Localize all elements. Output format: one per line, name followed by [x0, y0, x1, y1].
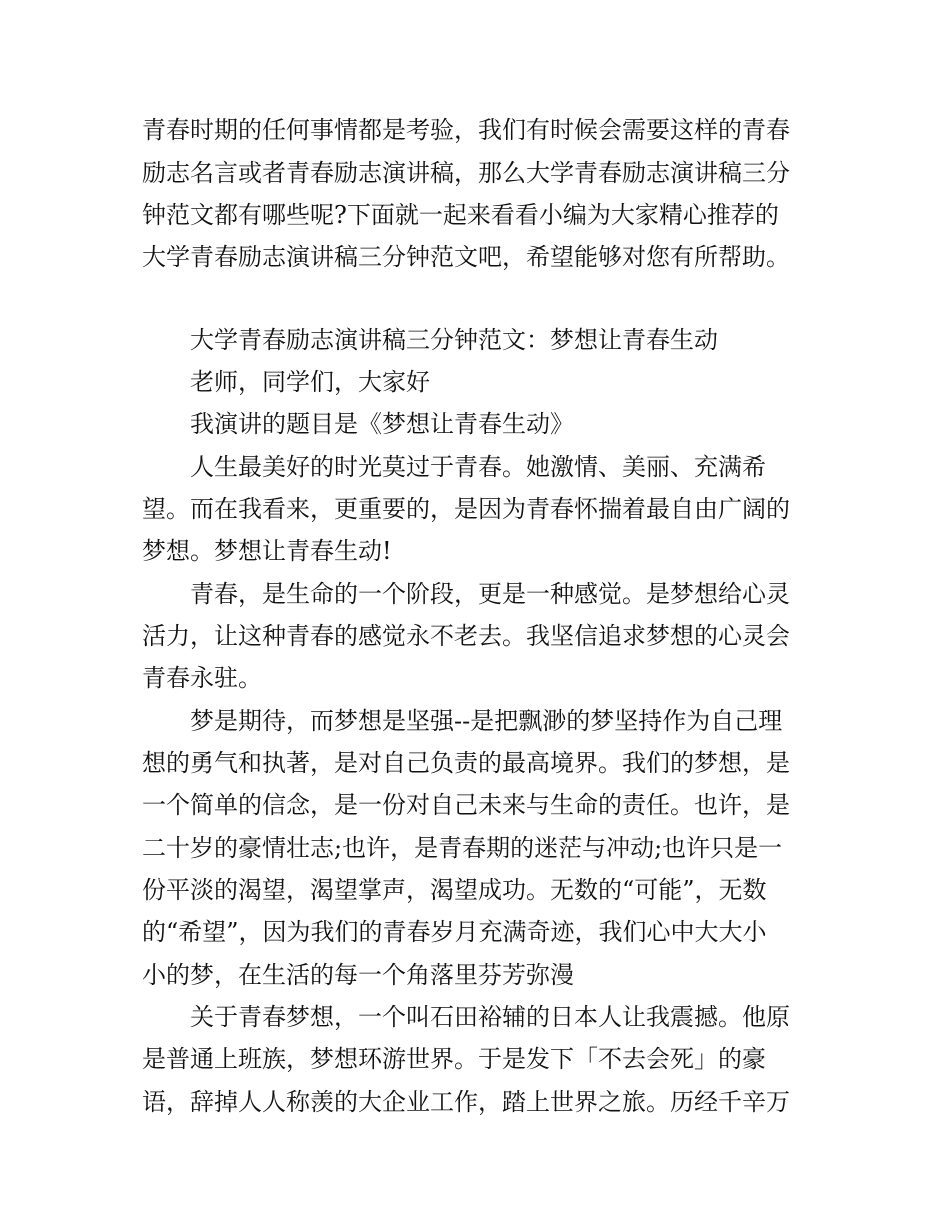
- text-line: 青春时期的任何事情都是考验，我们有时候会需要这样的青春: [142, 116, 790, 144]
- text-line: 青春，是生命的一个阶段，更是一种感觉。是梦想给心灵: [190, 580, 790, 608]
- text-line: 语，辞掉人人称羡的大企业工作，踏上世界之旅。历经千辛万: [142, 1088, 790, 1116]
- text-line: 份平淡的渴望，渴望掌声，渴望成功。无数的“可能”，无数: [142, 876, 767, 904]
- text-line: 大学青春励志演讲稿三分钟范文吧，希望能够对您有所帮助。: [142, 243, 790, 271]
- speech-topic: 我演讲的题目是《梦想让青春生动》: [190, 410, 574, 438]
- text-line: 小的梦，在生活的每一个角落里芬芳弥漫: [142, 961, 574, 989]
- text-line: 望。而在我看来，更重要的，是因为青春怀揣着最自由广阔的: [142, 495, 790, 523]
- article-title: 大学青春励志演讲稿三分钟范文：梦想让青春生动: [190, 326, 718, 354]
- text-line: 人生最美好的时光莫过于青春。她激情、美丽、充满希: [190, 453, 766, 481]
- text-line: 钟范文都有哪些呢?下面就一起来看看小编为大家精心推荐的: [142, 201, 779, 229]
- text-line: 是普通上班族，梦想环游世界。于是发下「不去会死」的豪: [142, 1045, 766, 1073]
- text-line: 的“希望”，因为我们的青春岁月充满奇迹，我们心中大大小: [142, 918, 767, 946]
- text-line: 关于青春梦想，一个叫石田裕辅的日本人让我震撼。他原: [190, 1003, 790, 1031]
- text-line: 青春永驻。: [142, 664, 262, 692]
- text-line: 励志名言或者青春励志演讲稿，那么大学青春励志演讲稿三分: [142, 159, 790, 187]
- text-line: 梦是期待，而梦想是坚强--是把飘渺的梦坚持作为自己理: [190, 707, 783, 735]
- greeting: 老师，同学们，大家好: [190, 368, 430, 396]
- text-line: 活力，让这种青春的感觉永不老去。我坚信追求梦想的心灵会: [142, 622, 790, 650]
- text-line: 一个简单的信念，是一份对自己未来与生命的责任。也许，是: [142, 791, 790, 819]
- text-line: 梦想。梦想让青春生动!: [142, 537, 392, 565]
- text-line: 想的勇气和执著，是对自己负责的最高境界。我们的梦想，是: [142, 749, 790, 777]
- text-line: 二十岁的豪情壮志;也许，是青春期的迷茫与冲动;也许只是一: [142, 834, 783, 862]
